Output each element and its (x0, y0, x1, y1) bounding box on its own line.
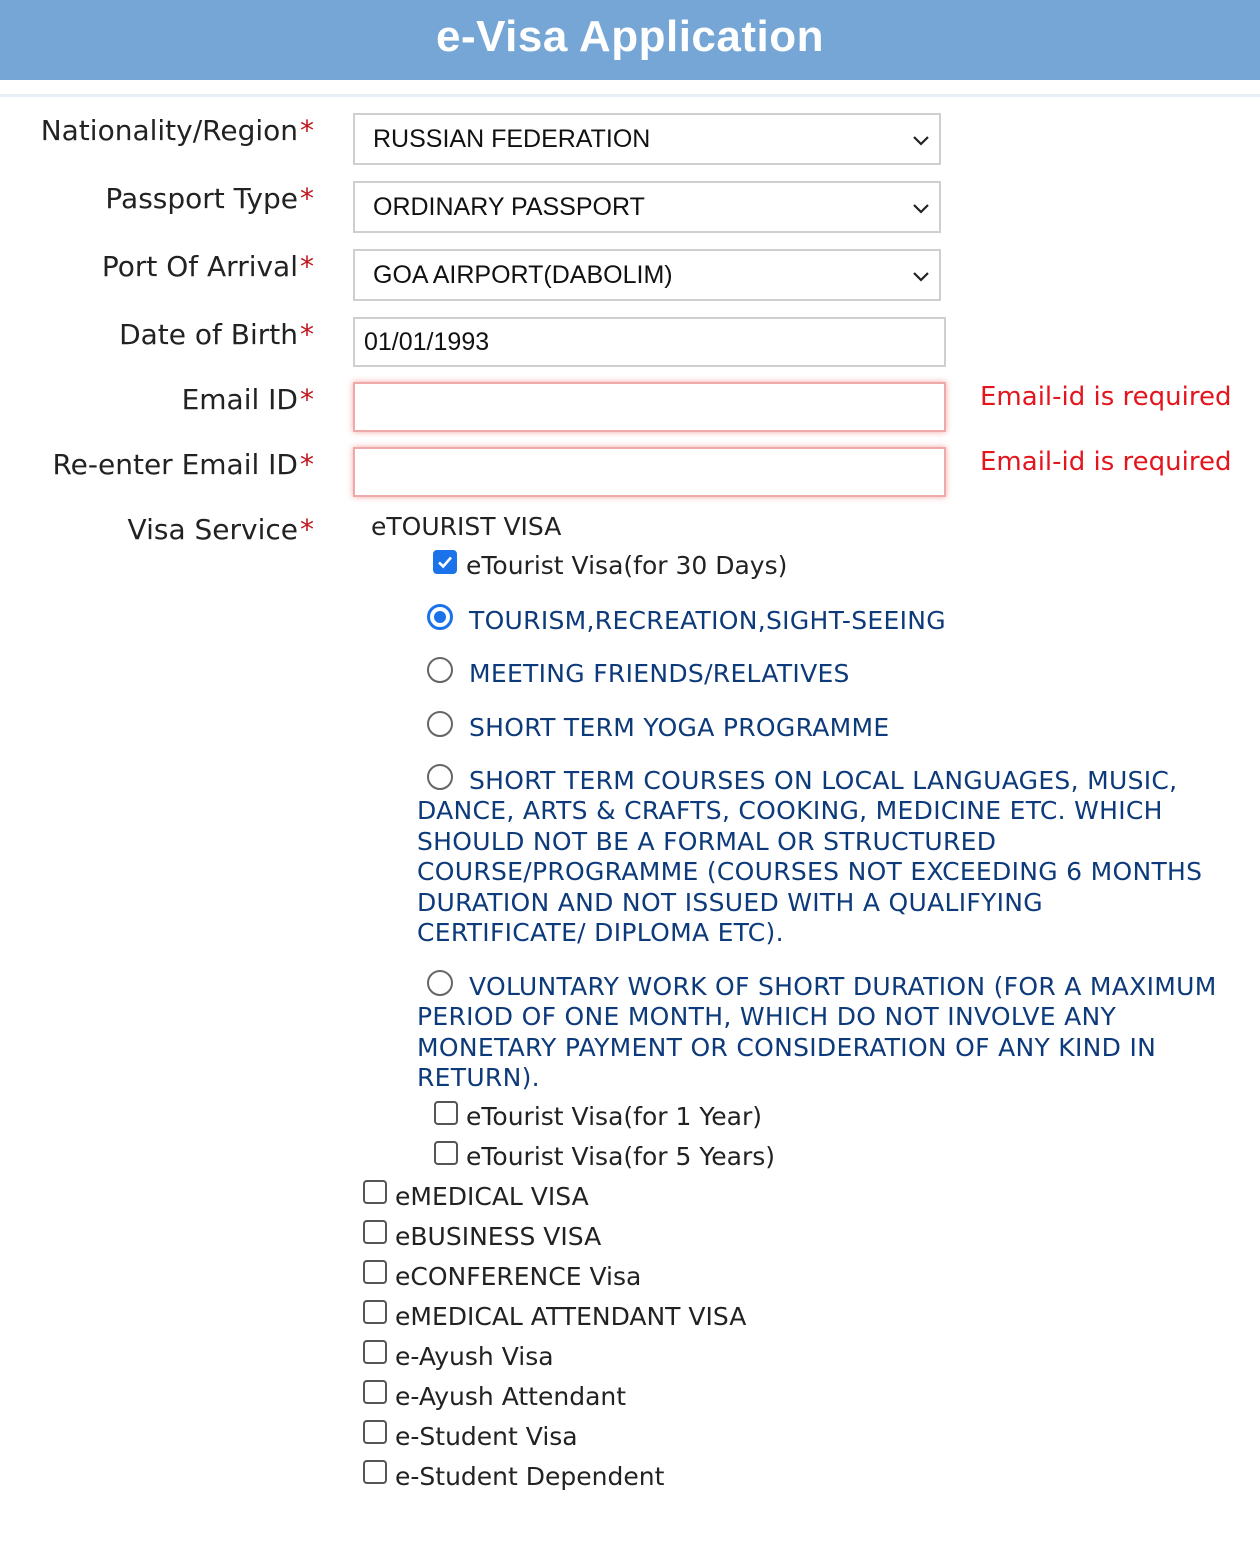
e-student-visa-label: e-Student Visa (395, 1422, 578, 1451)
ebusiness-visa-checkbox[interactable] (363, 1220, 387, 1244)
required-mark: * (300, 448, 314, 481)
header-divider (0, 94, 1260, 97)
date-of-birth-label-text: Date of Birth (119, 318, 298, 351)
emedical-visa-checkbox[interactable] (363, 1180, 387, 1204)
chevron-down-icon (911, 130, 931, 150)
port-of-arrival-value: GOA AIRPORT(DABOLIM) (373, 260, 673, 289)
e-student-visa-checkbox[interactable] (363, 1420, 387, 1444)
emedical-attendant-visa-checkbox[interactable] (363, 1300, 387, 1324)
e-student-dependent-label: e-Student Dependent (395, 1462, 665, 1491)
passport-type-label (105, 182, 314, 215)
visa-service-label-text: Visa Service (127, 513, 298, 546)
page-header (0, 0, 1260, 80)
purpose-label-voluntary-work (417, 972, 1217, 1094)
passport-type-label-text: Passport Type (105, 182, 298, 215)
email-label (182, 383, 314, 416)
etourist-5-years-label: eTourist Visa(for 5 Years) (466, 1142, 776, 1171)
required-mark: * (300, 318, 314, 351)
reenter-email-input[interactable] (353, 447, 946, 497)
passport-type-value: ORDINARY PASSPORT (373, 192, 645, 221)
email-error-message: Email-id is required (980, 382, 1232, 412)
port-of-arrival-label-text: Port Of Arrival (101, 250, 298, 283)
etourist-5-years-checkbox[interactable] (434, 1141, 458, 1165)
reenter-email-label-text: Re-enter Email ID (52, 448, 298, 481)
chevron-down-icon (911, 198, 931, 218)
purpose-label-meeting-friends (417, 659, 1217, 689)
email-label-text: Email ID (181, 383, 298, 416)
chevron-down-icon (911, 266, 931, 286)
date-of-birth-input[interactable] (353, 317, 946, 367)
port-of-arrival-label (102, 250, 314, 283)
nationality-value: RUSSIAN FEDERATION (373, 124, 651, 153)
email-input[interactable] (353, 382, 946, 432)
required-mark: * (300, 250, 314, 283)
purpose-text: SHORT TERM COURSES ON LOCAL LANGUAGES, MUSIC, DANCE, ARTS & CRAFTS, COOKING, MEDICINE ETC. WHICH SHOULD NOT BE A FORMAL OR STRUCTURED COURSE/PROGRAMME (COURSES NOT EXCEEDING 6 MONTHS DURATION AND NOT ISSUED WITH A QUALIFYING CERTIFICATE/ DIPLOMA ETC). (417, 766, 1203, 948)
visa-service-label (128, 513, 314, 546)
e-ayush-visa-checkbox[interactable] (363, 1340, 387, 1364)
purpose-text: SHORT TERM YOGA PROGRAMME (469, 713, 890, 742)
date-of-birth-value: 01/01/1993 (364, 327, 490, 356)
e-ayush-attendant-label: e-Ayush Attendant (395, 1382, 627, 1411)
emedical-visa-label: eMEDICAL VISA (395, 1182, 589, 1211)
econference-visa-checkbox[interactable] (363, 1260, 387, 1284)
date-of-birth-label (119, 318, 314, 351)
reenter-email-error-message: Email-id is required (980, 447, 1232, 477)
nationality-label (41, 114, 314, 147)
e-ayush-attendant-checkbox[interactable] (363, 1380, 387, 1404)
purpose-text: TOURISM,RECREATION,SIGHT-SEEING (469, 606, 946, 635)
purpose-label-short-term-courses (417, 766, 1217, 948)
e-ayush-visa-label: e-Ayush Visa (395, 1342, 554, 1371)
etourist-30-days-checkbox[interactable] (433, 550, 457, 574)
required-mark: * (300, 114, 314, 147)
required-mark: * (300, 513, 314, 546)
e-student-dependent-checkbox[interactable] (363, 1460, 387, 1484)
econference-visa-label: eCONFERENCE Visa (395, 1262, 642, 1291)
purpose-text: VOLUNTARY WORK OF SHORT DURATION (FOR A MAXIMUM PERIOD OF ONE MONTH, WHICH DO NOT INVOLVE ANY MONETARY PAYMENT OR CONSIDERATION OF ANY KIND IN RETURN). (417, 972, 1217, 1093)
passport-type-select[interactable] (353, 181, 941, 233)
nationality-label-text: Nationality/Region (40, 114, 298, 147)
reenter-email-label (52, 448, 314, 481)
page-title: e-Visa Application (436, 12, 824, 61)
required-mark: * (300, 383, 314, 416)
port-of-arrival-select[interactable] (353, 249, 941, 301)
required-mark: * (300, 182, 314, 215)
etourist-group-title: eTOURIST VISA (371, 512, 562, 541)
purpose-text: MEETING FRIENDS/RELATIVES (469, 659, 850, 688)
purpose-label-tourism (417, 606, 1217, 636)
etourist-1-year-label: eTourist Visa(for 1 Year) (466, 1102, 762, 1131)
nationality-select[interactable] (353, 113, 941, 165)
emedical-attendant-visa-label: eMEDICAL ATTENDANT VISA (395, 1302, 747, 1331)
ebusiness-visa-label: eBUSINESS VISA (395, 1222, 602, 1251)
purpose-label-yoga (417, 713, 1217, 743)
checkmark-icon (437, 554, 453, 570)
etourist-30-days-label: eTourist Visa(for 30 Days) (466, 551, 788, 580)
etourist-1-year-checkbox[interactable] (434, 1101, 458, 1125)
